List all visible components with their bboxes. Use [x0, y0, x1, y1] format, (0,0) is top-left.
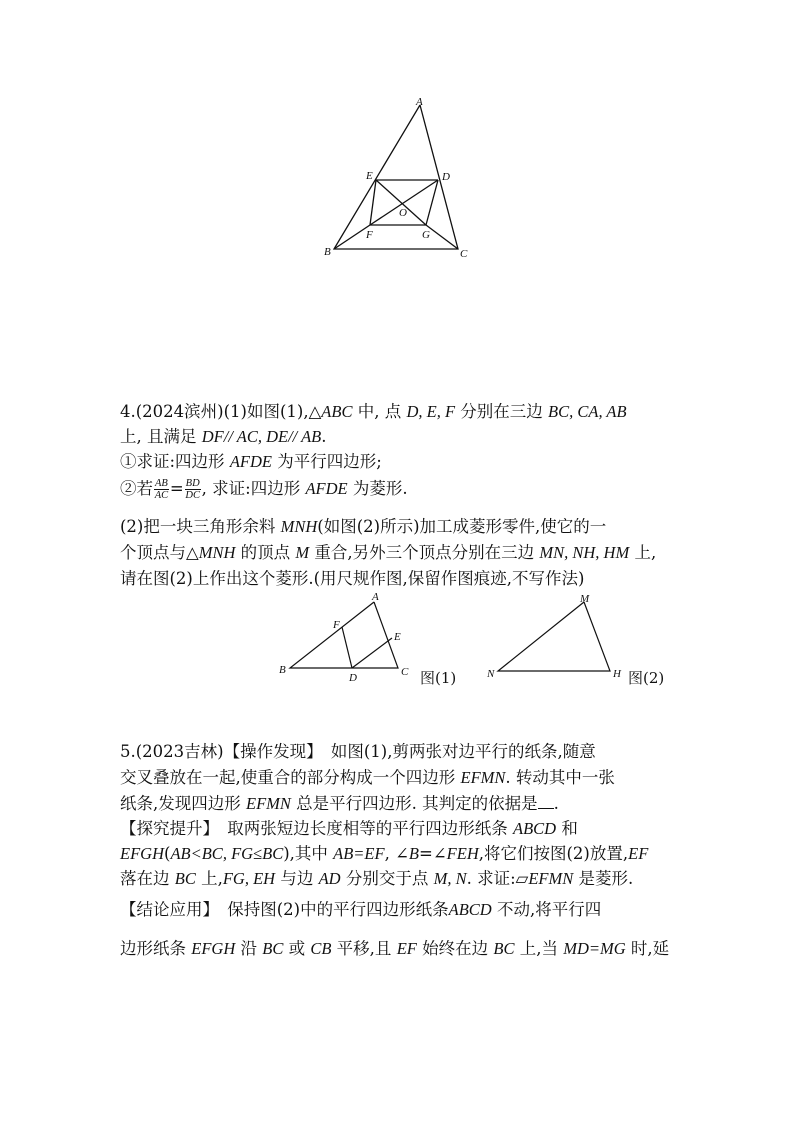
fig2-label-h: H — [613, 668, 621, 680]
q5-line-8 — [120, 938, 669, 960]
q5-var: FEH — [446, 844, 479, 863]
q5-line-6 — [120, 868, 633, 890]
triangle-abc — [334, 105, 458, 249]
q5-text: ( — [164, 844, 171, 863]
q5-var: EFGH — [191, 939, 236, 958]
q5-text: 5.(2023吉林)【操作发现】 如图(1),剪两张对边平行的纸条,随意 — [120, 742, 596, 761]
q5-var: B — [408, 844, 420, 863]
q5-text: ),其中 — [283, 844, 334, 863]
q4-text: 为菱形. — [347, 479, 408, 498]
q4-var: MN, NH, HM — [539, 543, 630, 562]
q4-text: ②若 — [120, 479, 153, 498]
q4-line-2 — [120, 426, 326, 448]
fig1-label-c: C — [401, 666, 409, 678]
q4-var: M — [295, 543, 310, 562]
q5-text: . — [553, 794, 559, 813]
q4-line-4 — [120, 478, 408, 501]
q5-text: 【结论应用】 保持图(2)中的平行四边形纸条 — [120, 900, 449, 919]
segment-fd — [342, 627, 352, 668]
label-f: F — [366, 229, 373, 241]
label-g: G — [422, 229, 430, 241]
q5-var: EFMN — [460, 768, 506, 787]
q5-line-4 — [120, 818, 578, 840]
q4-text: 上, 且满足 — [120, 427, 202, 446]
q5-text: . 求证:▱ — [466, 869, 529, 888]
q5-var: EFMN — [246, 794, 291, 813]
q4-text: 中, 点 — [352, 402, 407, 421]
q5-line-3 — [120, 793, 559, 815]
segment-de — [352, 638, 392, 668]
q5-text: 和 — [556, 819, 578, 838]
fig1-label-d: D — [349, 672, 357, 684]
q5-var: EF — [628, 844, 649, 863]
fraction-bd-dc — [185, 478, 201, 501]
q4-var: BC, CA, AB — [548, 402, 627, 421]
q5-text: 上,当 — [514, 939, 564, 958]
q5-var: M, N — [433, 869, 467, 888]
answer-blank[interactable] — [538, 794, 554, 809]
q5-line-5 — [120, 843, 648, 865]
q4-var: DF// AC, DE// AB — [201, 427, 322, 446]
fraction-denominator: AC — [154, 490, 169, 501]
q5-text: 上, — [195, 869, 223, 888]
q5-var: ABCD — [448, 900, 492, 919]
q4-var: MNH — [198, 543, 236, 562]
q4-figure-2 — [484, 590, 628, 686]
q5-text: 总是平行四边形. 其判定的依据是 — [290, 794, 538, 813]
label-a: A — [416, 96, 423, 108]
fraction-numerator: AB — [155, 478, 168, 489]
q5-text: 是菱形. — [573, 869, 634, 888]
q5-var: CB — [310, 939, 332, 958]
q4-var: MNH — [280, 517, 318, 536]
q5-text: 交叉叠放在一起,使重合的部分构成一个四边形 — [120, 768, 461, 787]
q4-text: 上, — [629, 543, 657, 562]
fig1-caption: 图(1) — [420, 669, 457, 687]
q5-text: 落在边 — [120, 869, 175, 888]
q5-text: =∠ — [419, 844, 447, 863]
fig2-caption: 图(2) — [628, 669, 665, 687]
q5-line-1 — [120, 741, 596, 763]
q4-text: (2)把一块三角形余料 — [120, 517, 281, 536]
q4-var: AFDE — [305, 479, 348, 498]
fraction-denominator: DC — [185, 490, 200, 501]
q5-text: 始终在边 — [416, 939, 494, 958]
q4-text: 请在图(2)上作出这个菱形.(用尺规作图,保留作图痕迹,不写作法) — [120, 569, 585, 588]
q5-var: AB=EF — [333, 844, 385, 863]
q4-line-3 — [120, 451, 382, 473]
fig2-label-m: M — [580, 593, 590, 605]
q5-var: EF — [396, 939, 417, 958]
q5-var: AD — [318, 869, 341, 888]
q4-text: . — [321, 427, 327, 446]
q5-text: 沿 — [235, 939, 263, 958]
q4-text: ①求证:四边形 — [120, 452, 230, 471]
q4-text: 重合,另外三个顶点分别在三边 — [309, 543, 540, 562]
label-b: B — [324, 246, 331, 258]
q4-var: ABC — [321, 402, 353, 421]
top-triangle-figure — [320, 95, 480, 265]
q4-var: AFDE — [229, 452, 272, 471]
q5-var: BC — [493, 939, 515, 958]
q5-var: MD=MG — [563, 939, 626, 958]
label-e: E — [366, 170, 373, 182]
q5-text: 边形纸条 — [120, 939, 192, 958]
q5-text: . 转动其中一张 — [505, 768, 615, 787]
q4-text: 个顶点与△ — [120, 543, 199, 562]
q5-text: 平移,且 — [331, 939, 397, 958]
q5-var: AB<BC, FG≤BC — [170, 844, 284, 863]
q4-text: 分别在三边 — [455, 402, 549, 421]
q5-var: FG, EH — [222, 869, 276, 888]
q4-figure-1 — [272, 588, 418, 688]
q5-var: EFGH — [120, 844, 164, 863]
q4-var: D, E, F — [406, 402, 456, 421]
q4-line-6 — [120, 542, 656, 564]
q4-text: 为平行四边形; — [271, 452, 382, 471]
fig1-label-b: B — [279, 664, 286, 676]
segment-bf — [334, 225, 370, 249]
q4-text: , 求证:四边形 — [201, 479, 306, 498]
q4-line-1 — [120, 401, 627, 423]
fraction-ab-ac — [154, 478, 169, 501]
q5-line-2 — [120, 767, 615, 789]
q5-text: 与边 — [275, 869, 319, 888]
label-c: C — [460, 248, 468, 260]
q5-line-7 — [120, 899, 601, 921]
fig1-label-e: E — [394, 631, 401, 643]
q5-text: 或 — [283, 939, 311, 958]
q5-text: , ∠ — [384, 844, 409, 863]
q5-text: 分别交于点 — [340, 869, 434, 888]
q4-text: (如图(2)所示)加工成菱形零件,使它的一 — [317, 517, 607, 536]
q5-text: 纸条,发现四边形 — [120, 794, 246, 813]
q5-var: BC — [174, 869, 196, 888]
q5-text: 时,延 — [625, 939, 670, 958]
q4-line-5 — [120, 516, 606, 538]
q5-text: 【探究提升】 取两张短边长度相等的平行四边形纸条 — [120, 819, 513, 838]
equals-sign: = — [169, 479, 184, 498]
label-o: O — [399, 207, 407, 219]
q4-text: 4.(2024滨州)(1)如图(1),△ — [120, 402, 322, 421]
q5-text: 不动,将平行四 — [491, 900, 602, 919]
q5-text: ,将它们按图(2)放置, — [478, 844, 629, 863]
q4-text: 的顶点 — [235, 543, 296, 562]
q5-var: BC — [262, 939, 284, 958]
q5-var: EFMN — [528, 869, 574, 888]
q4-line-7 — [120, 568, 584, 590]
fraction-numerator: BD — [185, 478, 200, 489]
fig1-label-a: A — [372, 591, 379, 603]
fig2-label-n: N — [487, 668, 495, 680]
label-d: D — [442, 171, 450, 183]
triangle-mnh — [498, 602, 610, 671]
q5-var: ABCD — [513, 819, 557, 838]
fig1-label-f: F — [333, 619, 340, 631]
